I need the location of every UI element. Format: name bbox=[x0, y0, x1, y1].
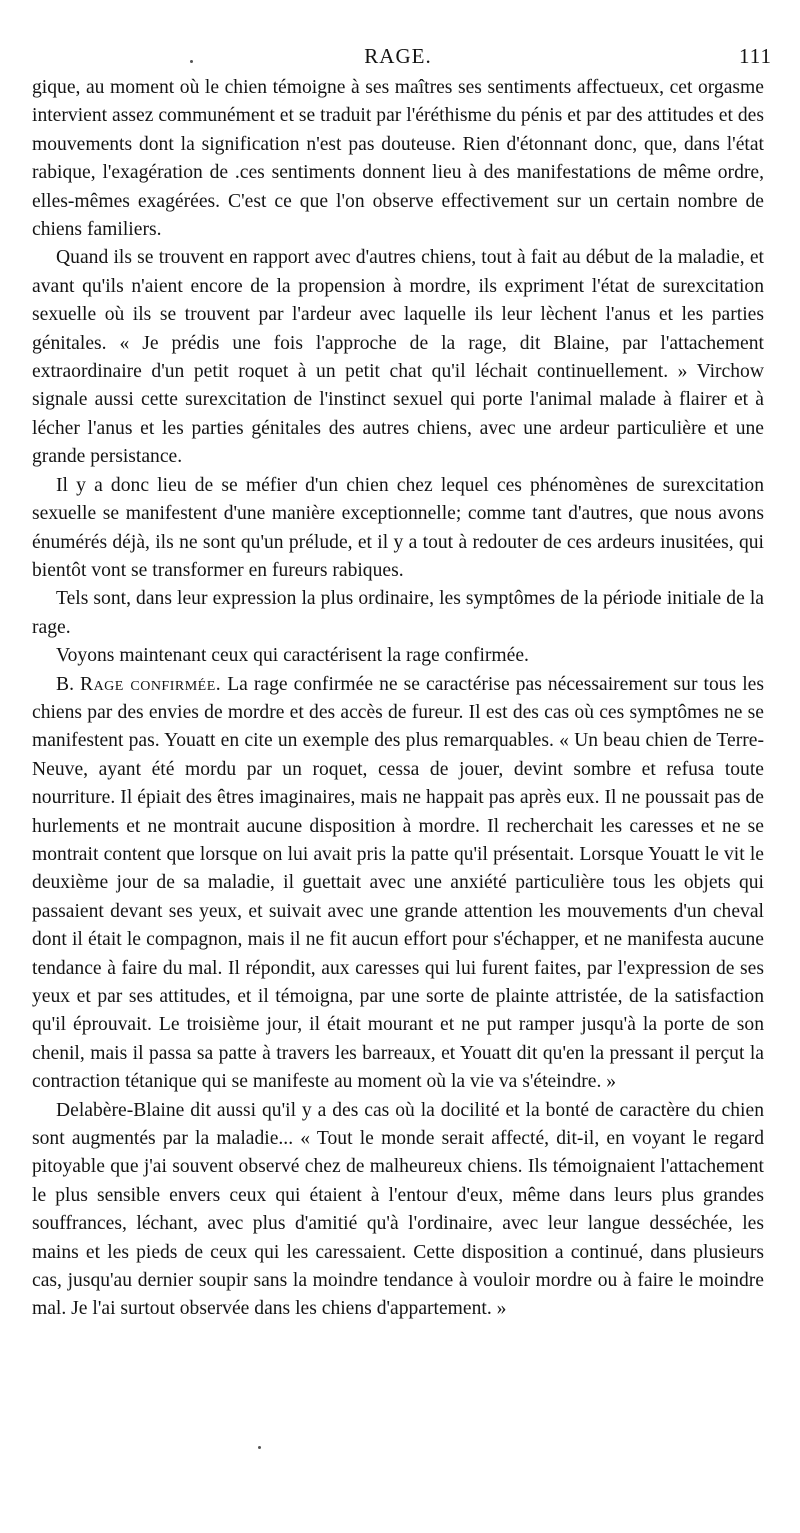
paragraph-text: Quand ils se trouvent en rapport avec d'autres chiens, tout à fait au début de la maladie, et avant qu'ils n'aient encore de la propension à mordre, ils expriment l'état de surexcitation sexuelle où ils se trouvent par l'ardeur avec laquelle ils leur lèchent l'anus et les parties génitales. « Je prédis une fois l'approche de la rage, dit Blaine, par l'attachement extraordinaire d'un petit roquet à un petit chat qu'il léchait continuellement. » Virchow signale aussi cette surexcitation de l'instinct sexuel qui porte l'animal malade à flairer et à lécher l'anus et les parties génitales des autres chiens, avec une ardeur particulière et une grande persistance. bbox=[32, 247, 764, 468]
paragraph bbox=[32, 74, 764, 244]
ink-speck bbox=[258, 1446, 261, 1449]
running-title: RAGE. bbox=[364, 44, 432, 68]
paragraph-text: Il y a donc lieu de se méfier d'un chien chez lequel ces phénomènes de surexcitation sexuelle se manifestent d'une manière exceptionnelle; comme tant d'autres, que nous avons énumérés déjà, ils ne sont qu'un prélude, et il y a tout à redouter de ces ardeurs inusitées, qui bientôt vont se transformer en fureurs rabiques. bbox=[32, 474, 764, 581]
ink-speck bbox=[190, 60, 193, 63]
paragraph bbox=[32, 472, 764, 586]
section-label: B. bbox=[56, 673, 74, 695]
paragraph bbox=[32, 244, 764, 471]
running-head bbox=[32, 38, 772, 74]
body-text bbox=[32, 74, 764, 1324]
section-heading: Rage confirmée. bbox=[80, 673, 222, 695]
paragraph bbox=[32, 1097, 764, 1324]
paragraph bbox=[32, 671, 764, 1097]
book-page bbox=[32, 38, 772, 1324]
paragraph bbox=[32, 642, 764, 670]
paragraph bbox=[32, 585, 764, 642]
page-number: 111 bbox=[739, 44, 772, 68]
paragraph-text: gique, au moment où le chien témoigne à ses maîtres ses sentiments affectueux, cet orgasme intervient assez communément et se traduit par l'éréthisme du pénis et par des attitudes et des mouvements dont la signification n'est pas douteuse. Rien d'étonnant donc, que, dans l'état rabique, l'exagération de .ces sentiments donnent lieu à des manifestations de même ordre, elles-mêmes exagérées. C'est ce que l'on observe effectivement sur un certain nombre de chiens familiers. bbox=[32, 77, 764, 241]
paragraph-text: Tels sont, dans leur expression la plus ordinaire, les symptômes de la période initiale de la rage. bbox=[32, 588, 764, 638]
paragraph-text: Delabère-Blaine dit aussi qu'il y a des cas où la docilité et la bonté de caractère du chien sont augmentés par la maladie... « Tout le monde serait affecté, dit-il, en voyant le regard pitoyable que j'ai souvent observé chez de malheureux chiens. Ils témoignaient l'attachement le plus sensible envers ceux qui étaient à l'entour d'eux, même dans leurs plus grandes souffrances, léchant, avec plus d'amitié qu'à l'ordinaire, avec leur langue desséchée, les mains et les pieds de ceux qui les caressaient. Cette disposition a continué, dans plusieurs cas, jusqu'au dernier soupir sans la moindre tendance à vouloir mordre ou à faire le moindre mal. Je l'ai surtout observée dans les chiens d'appartement. » bbox=[32, 1099, 764, 1320]
paragraph-text: La rage confirmée ne se caractérise pas nécessairement sur tous les chiens par des envies de mordre et des accès de fureur. Il est des cas où ces symptômes ne se manifestent pas. Youatt en cite un exemple des plus remarquables. « Un beau chien de Terre-Neuve, ayant été mordu par un roquet, cessa de jouer, devint sombre et refusa toute nourriture. Il épiait des êtres imaginaires, mais ne happait pas après eux. Il ne poussait pas de hurlements et ne montrait aucune disposition à mordre. Il recherchait les caresses et ne se montrait content que lorsque on lui avait pris la patte qu'il présentait. Lorsque Youatt le vit le deuxième jour de sa maladie, il guettait avec une anxiété particulière tous les objets qui passaient devant ses yeux, et suivait avec une grande attention les mouvements d'un cheval dont il était le compagnon, mais il ne fit aucun effort pour s'échapper, et ne manifesta aucune tendance à faire du mal. Il répondit, aux caresses qui lui furent faites, par l'expression de ses yeux et par ses attitudes, et il témoigna, par une sorte de plainte attristée, de la satisfaction qu'il éprouvait. Le troisième jour, il était mourant et ne put ramper jusqu'à la porte de son chenil, mais il passa sa patte à travers les barreaux, et Youatt dit qu'en la pressant il perçut la contraction tétanique qui se manifeste au moment où la vie va s'éteindre. » bbox=[32, 673, 764, 1093]
paragraph-text: Voyons maintenant ceux qui caractérisent la rage confirmée. bbox=[56, 645, 529, 667]
